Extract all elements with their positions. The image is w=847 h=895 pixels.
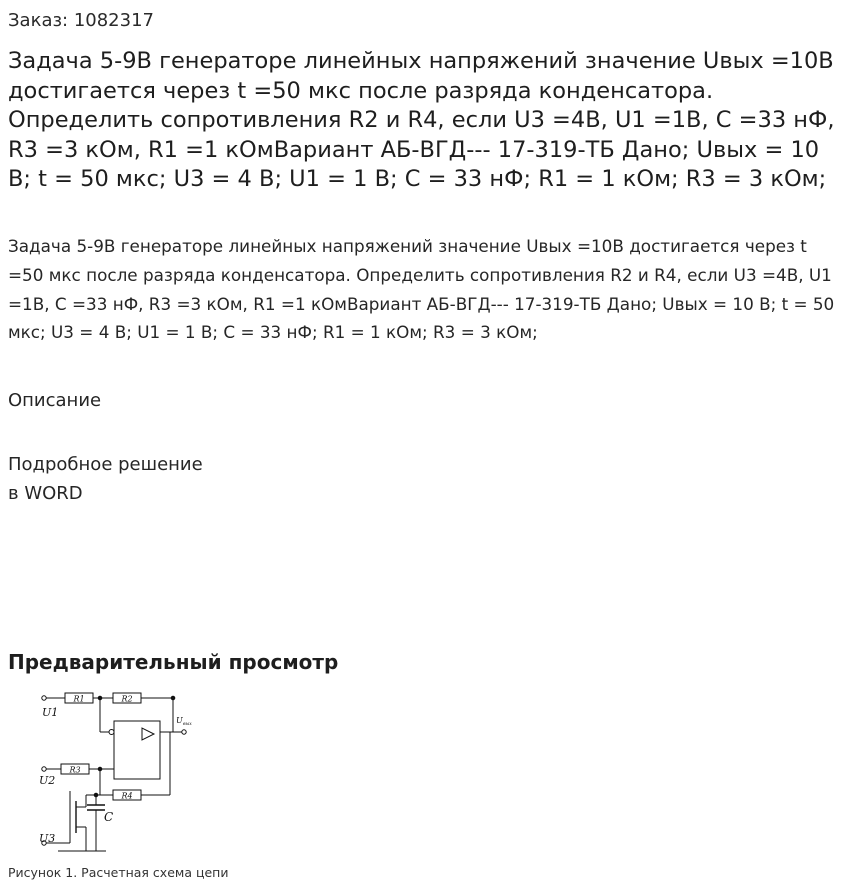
label-r4: R4 (121, 791, 133, 801)
label-u2: U2 (39, 774, 56, 787)
terminal-uout (182, 730, 186, 734)
inverting-input (109, 730, 114, 735)
label-u1: U1 (42, 706, 59, 719)
solution-line-2: в WORD (8, 483, 83, 504)
label-uout: U (176, 716, 183, 725)
terminal-u1 (42, 696, 46, 700)
circuit-schematic (30, 683, 230, 858)
label-uout-sub: вых (183, 722, 192, 727)
figure-caption: Рисунок 1. Расчетная схема цепи (8, 865, 229, 880)
description-label: Описание (8, 390, 102, 411)
label-r2: R2 (121, 694, 133, 704)
preview-heading: Предварительный просмотр (8, 650, 339, 674)
terminal-u2 (42, 767, 46, 771)
label-r1: R1 (73, 694, 85, 704)
opamp-body (114, 721, 160, 779)
label-r3: R3 (69, 765, 81, 775)
solution-info (8, 450, 203, 508)
order-number: Заказ: 1082317 (8, 10, 154, 31)
task-title: Задача 5-9В генераторе линейных напряжений значение Uвых =10В достигается через t =50 мкс после разряда конденсатора. Определить сопротивления R2 и R4, если U3 =4В, U1 =1В, C =33 нФ, R3 =3 кОм, R1 =1 кОмВариант АБ-ВГД--- 17-319-ТБ Дано; Uвых = 10 В; t = 50 мкс; U3 = 4 В; U1 = 1 В; C = 33 нФ; R1 = 1 кОм; R3 = 3 кОм; (8, 48, 835, 192)
label-u3: U3 (39, 832, 56, 845)
solution-line-1: Подробное решение (8, 454, 203, 475)
label-c: C (104, 810, 114, 824)
task-description: Задача 5-9В генераторе линейных напряжений значение Uвых =10В достигается через t =50 мкс после разряда конденсатора. Определить сопротивления R2 и R4, если U3 =4В, U1 =1В, C =33 нФ, R3 =3 кОм, R1 =1 кОмВариант АБ-ВГД--- 17-319-ТБ Дано; Uвых = 10 В; t = 50 мкс; U3 = 4 В; U1 = 1 В; C = 33 нФ; R1 = 1 кОм; R3 = 3 кОм; (8, 236, 835, 343)
